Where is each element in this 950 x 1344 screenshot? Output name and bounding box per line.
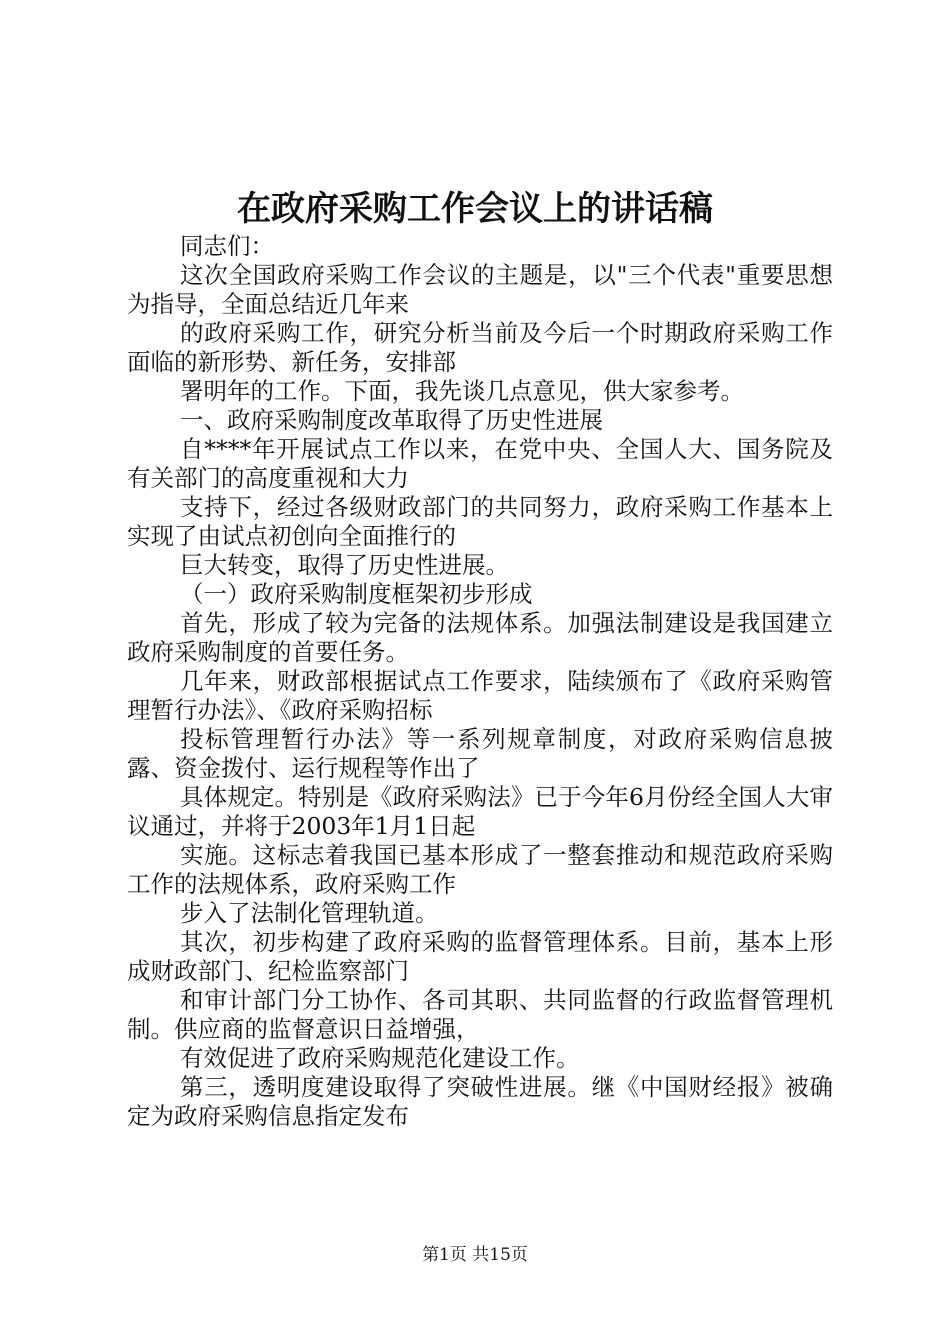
document-title: 在政府采购工作会议上的讲话稿 xyxy=(237,189,713,229)
paragraph: 支持下，经过各级财政部门的共同努力，政府采购工作基本上实现了由试点初创向全面推行的 xyxy=(127,493,833,550)
paragraph: 具体规定。特别是《政府采购法》已于今年6月份经全国人大审议通过，并将于2003年1月1日起 xyxy=(127,783,833,840)
paragraph: 步入了法制化管理轨道。 xyxy=(180,899,439,927)
paragraph: 这次全国政府采购工作会议的主题是，以"三个代表"重要思想为指导，全面总结近几年来 xyxy=(127,261,833,318)
section-heading: 一、政府采购制度改革取得了历史性进展 xyxy=(180,406,603,434)
page-footer xyxy=(0,1243,950,1267)
paragraph: 几年来，财政部根据试点工作要求，陆续颁布了《政府采购管理暂行办法》、《政府采购招标 xyxy=(127,667,833,724)
paragraph: 署明年的工作。下面，我先谈几点意见，供大家参考。 xyxy=(180,377,744,405)
page-number: 第1页 共15页 xyxy=(422,1245,528,1265)
paragraph: 第三，透明度建设取得了突破性进展。继《中国财经报》被确定为政府采购信息指定发布 xyxy=(127,1073,833,1130)
paragraph: 有效促进了政府采购规范化建设工作。 xyxy=(180,1044,580,1072)
paragraph: 首先，形成了较为完备的法规体系。加强法制建设是我国建立政府采购制度的首要任务。 xyxy=(127,609,833,666)
paragraph: 自****年开展试点工作以来，在党中央、全国人大、国务院及有关部门的高度重视和大力 xyxy=(127,435,833,492)
subsection-heading: （一）政府采购制度框架初步形成 xyxy=(180,580,533,608)
paragraph: 巨大转变，取得了历史性进展。 xyxy=(180,551,509,579)
document-body xyxy=(127,232,833,1131)
paragraph: 实施。这标志着我国已基本形成了一整套推动和规范政府采购工作的法规体系，政府采购工作 xyxy=(127,841,833,898)
paragraph: 其次，初步构建了政府采购的监督管理体系。目前，基本上形成财政部门、纪检监察部门 xyxy=(127,928,833,985)
paragraph: 投标管理暂行办法》等一系列规章制度，对政府采购信息披露、资金拨付、运行规程等作出了 xyxy=(127,725,833,782)
paragraph: 的政府采购工作，研究分析当前及今后一个时期政府采购工作面临的新形势、新任务，安排部 xyxy=(127,319,833,376)
paragraph: 同志们： xyxy=(180,232,274,260)
paragraph: 和审计部门分工协作、各司其职、共同监督的行政监督管理机制。供应商的监督意识日益增强， xyxy=(127,986,833,1043)
